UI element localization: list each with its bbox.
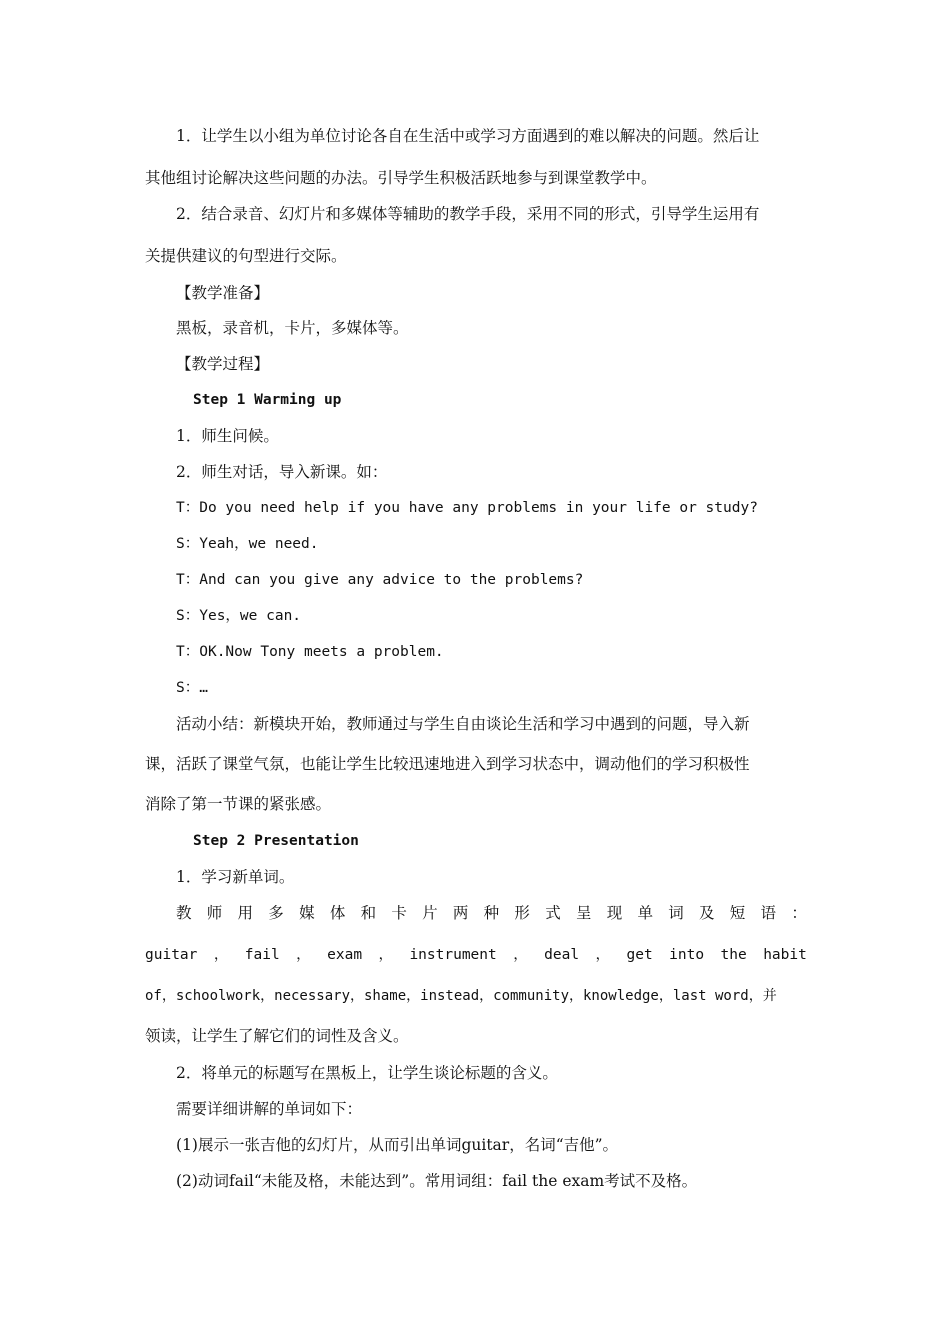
vocab-separator: ， [213,947,229,963]
vocab-word: the [720,947,747,963]
paragraph-2-line-1: 2．结合录音、幻灯片和多媒体等辅助的教学手段，采用不同的形式，引导学生运用有 [176,205,760,223]
intro-char: 词 [668,904,684,922]
detail-item-1: (1)展示一张吉他的幻灯片，从而引出单词guitar，名词“吉他”。 [176,1136,619,1154]
intro-char: 卡 [391,904,407,922]
step-1-item-2: 2．师生对话，导入新课。如： [176,463,388,481]
prep-text: 黑板，录音机，卡片，多媒体等。 [176,319,409,337]
detail-item-2: (2)动词fail“未能及格，未能达到”。常用词组：fail the exam考试不及格。 [176,1172,698,1190]
summary-line-1: 活动小结：新模块开始，教师通过与学生自由谈论生活和学习中遇到的问题，导入新 [176,715,750,733]
words-line-2: of，schoolwork，necessary，shame，instead，community，knowledge，last word，并 [145,988,777,1004]
vocab-word: instrument [409,947,497,963]
step-2-item-1: 1．学习新单词。 [176,868,295,886]
vocab-word: fail [244,947,280,963]
intro-char: 种 [483,904,500,922]
summary-line-3: 消除了第一节课的紧张感。 [145,795,332,813]
step-2-heading: Step 2 Presentation [193,833,359,849]
dialog-line-3: T：And can you give any advice to the problems? [176,572,584,588]
intro-char: 及 [699,904,715,922]
step-1-item-1: 1．师生问候。 [176,427,279,445]
vocab-word: habit [763,947,807,963]
vocab-separator: ， [378,947,393,963]
intro-char: 和 [360,904,377,922]
intro-char: 式 [545,904,561,922]
intro-char: ： [791,904,807,922]
vocab-separator: ， [296,947,311,963]
vocab-word: deal [544,947,580,963]
intro-char: 呈 [575,904,592,922]
intro-char: 两 [452,904,469,922]
intro-char: 媒 [299,904,315,922]
dialog-line-6: S：… [176,680,208,696]
intro-char: 单 [637,904,653,922]
paragraph-1-line-1: 1．让学生以小组为单位讨论各自在生活中或学习方面遇到的难以解决的问题。然后让 [176,127,760,145]
intro-char: 片 [422,904,438,922]
summary-line-2: 课，活跃了课堂气氛，也能让学生比较迅速地进入到学习状态中，调动他们的学习积极性 [145,755,750,773]
intro-char: 形 [514,904,530,922]
vocab-word: get [626,947,653,963]
words-intro-line [176,902,807,924]
vocab-separator: ， [595,947,611,963]
intro-char: 教 [176,904,192,922]
intro-char: 师 [206,904,223,922]
dialog-line-4: S：Yes，we can. [176,608,302,624]
intro-char: 现 [606,904,623,922]
process-heading: 【教学过程】 [176,355,270,373]
intro-char: 语 [760,904,777,922]
words-line-3: 领读，让学生了解它们的词性及含义。 [145,1027,409,1045]
step-2-item-2: 2．将单元的标题写在黑板上，让学生谈论标题的含义。 [176,1064,558,1082]
intro-char: 多 [268,904,284,922]
dialog-line-1: T：Do you need help if you have any problems in your life or study? [176,500,758,516]
prep-heading: 【教学准备】 [176,284,270,302]
vocab-word: exam [327,947,363,963]
vocab-separator: ， [513,947,528,963]
intro-char: 用 [237,904,254,922]
vocab-word: into [669,947,705,963]
paragraph-2-line-2: 关提供建议的句型进行交际。 [145,247,347,265]
dialog-line-2: S：Yeah，we need. [176,536,319,552]
intro-char: 短 [729,904,746,922]
dialog-line-5: T：OK.Now Tony meets a problem. [176,644,444,660]
detail-intro: 需要详细讲解的单词如下： [176,1100,363,1118]
vocab-word: guitar [145,947,198,963]
paragraph-1-line-2: 其他组讨论解决这些问题的办法。引导学生积极活跃地参与到课堂教学中。 [145,169,657,187]
step-1-heading: Step 1 Warming up [193,392,342,408]
intro-char: 体 [329,904,346,922]
words-line-1 [145,944,807,966]
